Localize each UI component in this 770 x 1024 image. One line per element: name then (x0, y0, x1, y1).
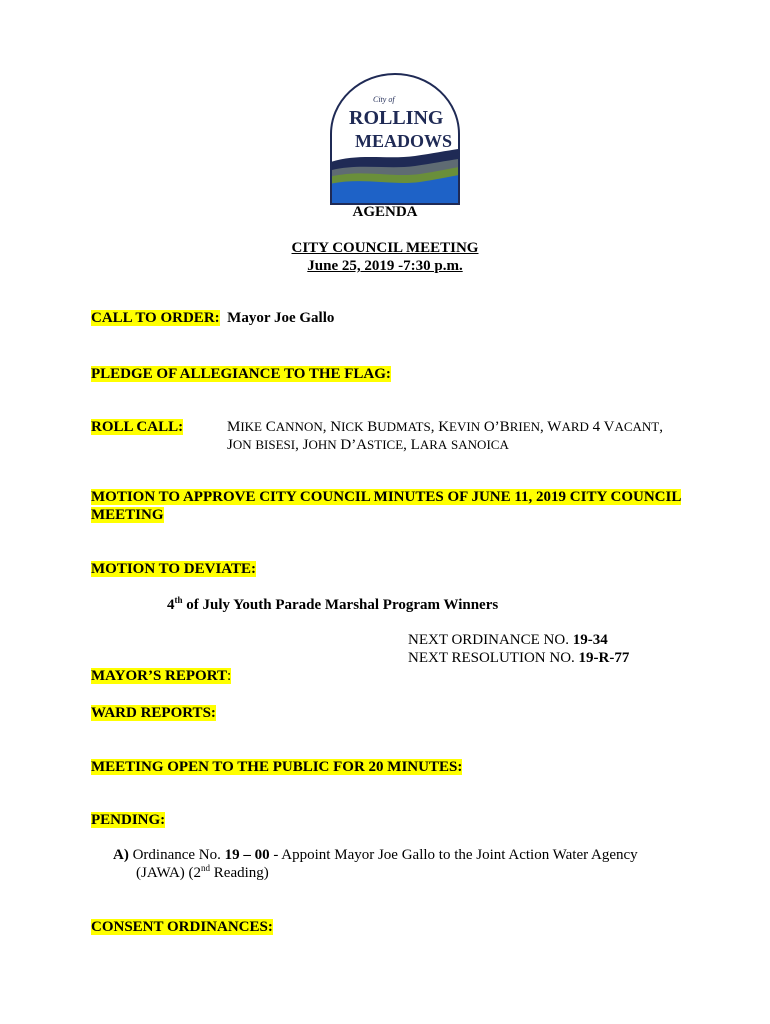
public-meeting: MEETING OPEN TO THE PUBLIC FOR 20 MINUTES: (91, 759, 463, 775)
ward-reports: WARD REPORTS: (91, 705, 216, 721)
consent-ordinances: CONSENT ORDINANCES: (91, 919, 273, 935)
pledge: PLEDGE OF ALLEGIANCE TO THE FLAG: (91, 366, 391, 382)
logo-text-meadows: MEADOWS (355, 131, 453, 151)
call-to-order (91, 309, 334, 327)
roll-call-label: ROLL CALL: (91, 419, 184, 435)
motion-minutes-line2: MEETING (91, 507, 164, 523)
next-resolution: NEXT RESOLUTION NO. 19-R-77 (408, 650, 630, 666)
pending-label: PENDING: (91, 812, 166, 828)
mayors-report: MAYOR’S REPORT: (91, 668, 232, 684)
logo-text-rolling: ROLLING (349, 107, 444, 129)
agenda-heading: AGENDA (352, 204, 418, 220)
roll-call-names-line2: JON BISESI, JOHN D’ASTICE, LARA SANOICA (227, 437, 509, 453)
meeting-date: June 25, 2019 -7:30 p.m. (307, 258, 463, 274)
pending-item-a: A) Ordinance No. 19 – 00 - Appoint Mayor Joe Gallo to the Joint Action Water Agency (113, 847, 638, 863)
roll-call-names-line1: MIKE CANNON, NICK BUDMATS, KEVIN O’BRIEN, WARD 4 VACANT, (227, 419, 663, 435)
motion-deviate-label: MOTION TO DEVIATE: (91, 561, 257, 577)
meeting-title: CITY COUNCIL MEETING (291, 240, 479, 256)
city-logo (325, 72, 465, 205)
call-to-order-value: Mayor Joe Gallo (227, 310, 335, 326)
pending-item-a-line2: (JAWA) (2nd Reading) (136, 863, 269, 881)
motion-deviate-item: 4th of July Youth Parade Marshal Program Winners (167, 595, 499, 613)
motion-minutes-line1: MOTION TO APPROVE CITY COUNCIL MINUTES OF JUNE 11, 2019 CITY COUNCIL (91, 489, 682, 505)
call-to-order-label: CALL TO ORDER: (91, 310, 220, 326)
next-ordinance: NEXT ORDINANCE NO. 19-34 (408, 632, 608, 648)
logo-text-cityof: City of (373, 95, 395, 104)
